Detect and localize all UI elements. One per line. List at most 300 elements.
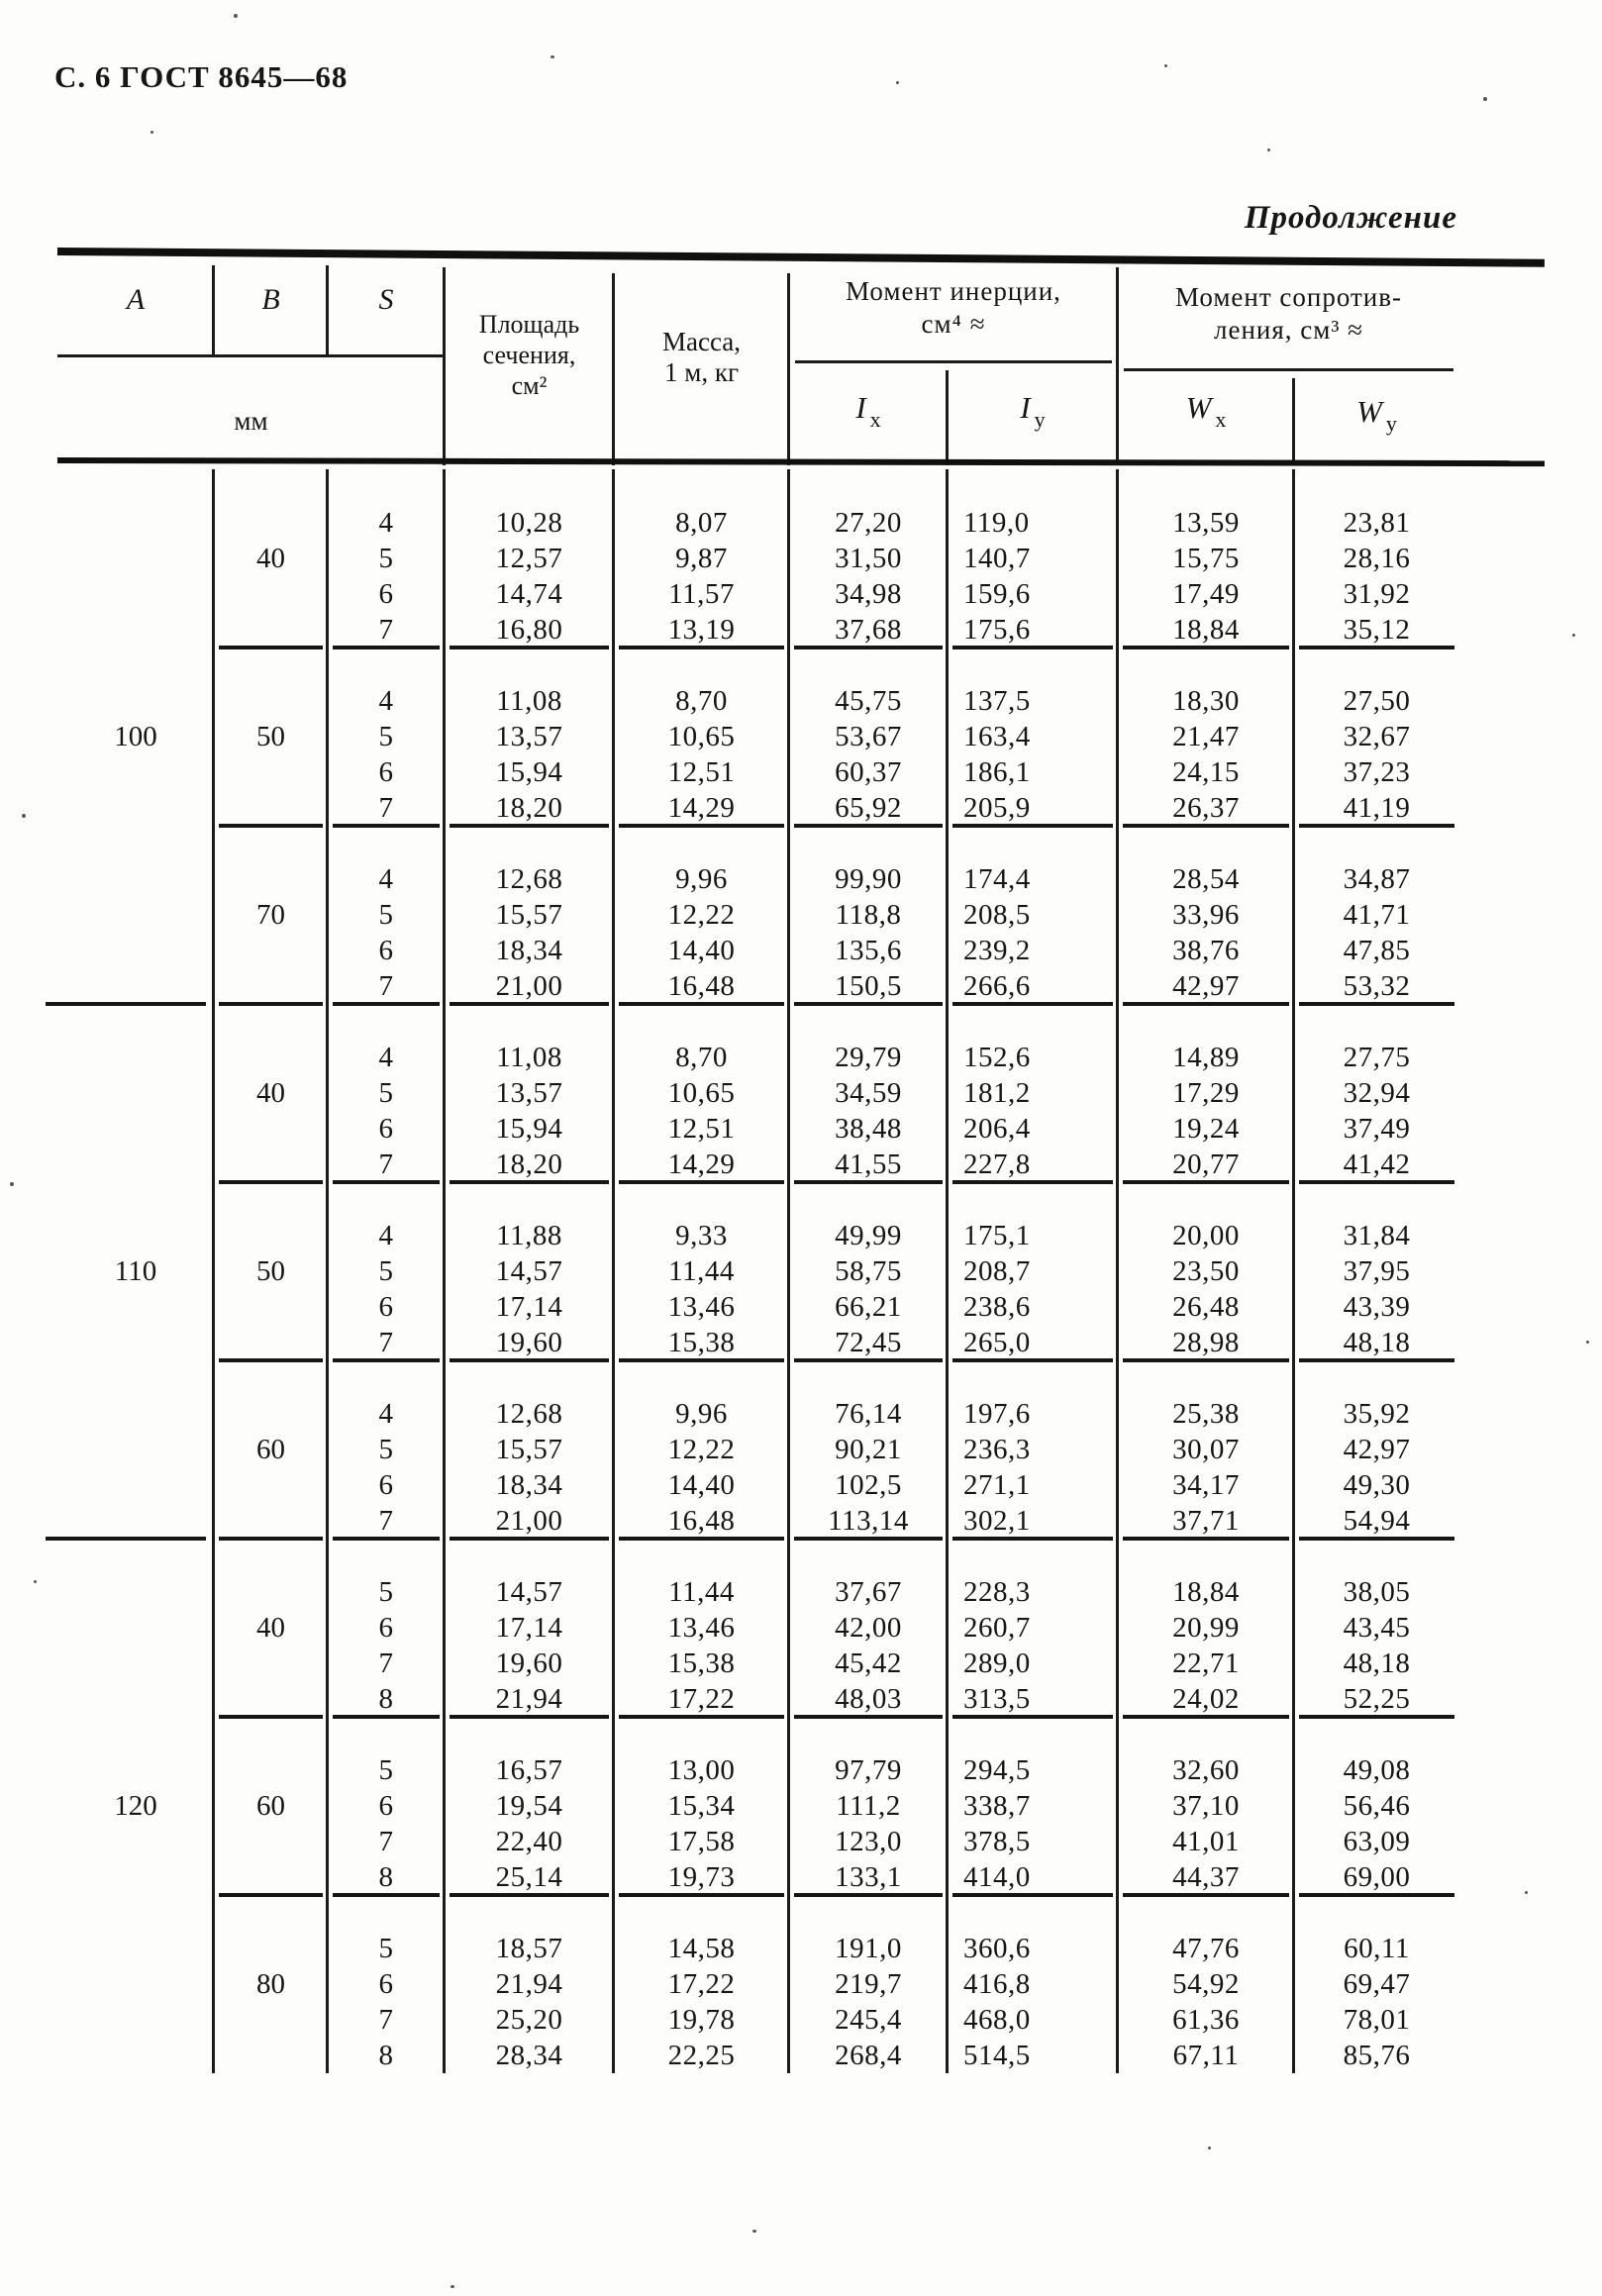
cell-ix: 133,1 xyxy=(835,1861,902,1893)
col-header-wy: W $_y$ xyxy=(1356,394,1397,436)
cell-area: 18,20 xyxy=(495,1148,563,1180)
cell-mass: 14,40 xyxy=(667,935,736,966)
cell-ix: 37,67 xyxy=(835,1576,902,1608)
page-title: С. 6 ГОСТ 8645—68 xyxy=(54,59,349,94)
cell-area: 11,88 xyxy=(496,1220,562,1251)
cell-s: 4 xyxy=(378,685,394,717)
cell-wx: 47,76 xyxy=(1172,1933,1240,1964)
cell-wx: 28,98 xyxy=(1172,1327,1240,1358)
cell-s: 7 xyxy=(378,792,394,824)
cell-s: 6 xyxy=(378,578,394,610)
cell-iy: 239,2 xyxy=(963,935,1031,966)
cell-s: 6 xyxy=(378,1291,394,1323)
cell-mass: 19,73 xyxy=(667,1861,736,1893)
cell-iy: 119,0 xyxy=(963,507,1030,539)
cell-ix: 191,0 xyxy=(835,1933,902,1964)
cell-wx: 24,15 xyxy=(1172,756,1240,788)
cell-a-spacer xyxy=(57,1966,214,2002)
cell-mass: 13,19 xyxy=(667,614,736,646)
cell-ix: 60,37 xyxy=(835,756,902,788)
cell-s: 5 xyxy=(378,721,394,752)
cell-s: 5 xyxy=(378,543,394,574)
cell-wx: 30,07 xyxy=(1172,1434,1240,1465)
cell-wy: 63,09 xyxy=(1343,1826,1411,1857)
a-group-label: 100 xyxy=(114,720,157,752)
cell-s: 5 xyxy=(378,1077,394,1109)
cell-area: 17,14 xyxy=(495,1612,563,1644)
cell-area: 19,60 xyxy=(495,1327,563,1358)
cell-area: 11,08 xyxy=(496,685,562,717)
cell-iy: 174,4 xyxy=(963,863,1031,895)
cell-a-spacer xyxy=(57,1681,214,1717)
cell-wy: 37,49 xyxy=(1343,1113,1411,1145)
cell-iy: 163,4 xyxy=(963,721,1031,752)
cell-s: 4 xyxy=(378,1042,394,1073)
cell-mass: 11,57 xyxy=(668,578,735,610)
cell-a-spacer xyxy=(57,861,214,897)
cell-wy: 34,87 xyxy=(1343,863,1411,895)
cell-iy: 186,1 xyxy=(963,756,1031,788)
cell-area: 13,57 xyxy=(495,1077,563,1109)
cell-iy: 208,5 xyxy=(963,899,1031,931)
cell-wx: 24,02 xyxy=(1172,1683,1240,1715)
cell-mass: 14,29 xyxy=(667,1148,736,1180)
cell-wx: 67,11 xyxy=(1172,2040,1240,2071)
cell-iy: 227,8 xyxy=(963,1148,1031,1180)
cell-wy: 38,05 xyxy=(1343,1576,1411,1608)
cell-wy: 43,45 xyxy=(1343,1612,1411,1644)
col-header-b: B xyxy=(261,283,280,316)
cell-a-spacer xyxy=(57,1432,214,1467)
cell-wx: 25,38 xyxy=(1172,1398,1240,1430)
cell-mass: 14,58 xyxy=(667,1933,736,1964)
cell-wy: 41,42 xyxy=(1343,1148,1411,1180)
cell-iy: 302,1 xyxy=(963,1505,1031,1537)
cell-ix: 31,50 xyxy=(835,543,902,574)
col-header-mass: Масса, 1 м, кг xyxy=(661,327,742,387)
cell-a-spacer xyxy=(57,968,214,1004)
cell-iy: 313,5 xyxy=(963,1683,1031,1715)
cell-wy: 37,23 xyxy=(1343,756,1411,788)
b-size-label: 40 xyxy=(256,1076,285,1109)
cell-a-spacer xyxy=(57,1111,214,1147)
cell-wy: 41,19 xyxy=(1343,792,1411,824)
cell-wx: 13,59 xyxy=(1172,507,1240,539)
cell-wx: 19,24 xyxy=(1172,1113,1240,1145)
cell-s: 4 xyxy=(378,1398,394,1430)
group-header-resistance: Момент сопротив- ления, см³ ≈ xyxy=(1175,282,1402,345)
cell-wy: 48,18 xyxy=(1343,1327,1411,1358)
col-header-ix: I $_x$ xyxy=(855,390,881,432)
table-data-area xyxy=(57,469,1459,2073)
cell-ix: 111,2 xyxy=(836,1790,901,1822)
cell-ix: 72,45 xyxy=(835,1327,902,1358)
cell-s: 6 xyxy=(378,1968,394,2000)
cell-iy: 416,8 xyxy=(963,1968,1031,2000)
cell-area: 25,20 xyxy=(495,2004,563,2036)
cell-a-spacer xyxy=(57,1040,214,1075)
cell-ix: 113,14 xyxy=(828,1505,909,1537)
cell-wx: 14,89 xyxy=(1172,1042,1240,1073)
cell-s: 6 xyxy=(378,756,394,788)
cell-mass: 8,70 xyxy=(675,685,728,717)
cell-wx: 18,30 xyxy=(1172,685,1240,717)
cell-s: 5 xyxy=(378,1754,394,1786)
cell-area: 15,57 xyxy=(495,899,563,931)
cell-iy: 137,5 xyxy=(963,685,1031,717)
cell-iy: 140,7 xyxy=(963,543,1031,574)
cell-a-spacer xyxy=(57,576,214,612)
cell-ix: 99,90 xyxy=(835,863,902,895)
cell-a-spacer xyxy=(57,1610,214,1646)
cell-wy: 27,75 xyxy=(1343,1042,1411,1073)
cell-iy: 378,5 xyxy=(963,1826,1031,1857)
cell-mass: 13,00 xyxy=(667,1754,736,1786)
cell-wx: 20,77 xyxy=(1172,1148,1240,1180)
cell-mass: 9,96 xyxy=(675,863,728,895)
cell-wy: 37,95 xyxy=(1343,1255,1411,1287)
cell-area: 19,60 xyxy=(495,1647,563,1679)
rule-under-inertia xyxy=(795,360,1112,363)
cell-area: 15,57 xyxy=(495,1434,563,1465)
cell-ix: 38,48 xyxy=(835,1113,902,1145)
cell-area: 15,94 xyxy=(495,756,563,788)
rule-under-abs xyxy=(57,354,445,357)
cell-s: 7 xyxy=(378,2004,394,2036)
cell-a-spacer xyxy=(57,1147,214,1182)
cell-wx: 15,75 xyxy=(1172,543,1240,574)
cell-area: 18,20 xyxy=(495,792,563,824)
cell-a-spacer xyxy=(57,612,214,648)
cell-s: 5 xyxy=(378,1255,394,1287)
cell-mass: 16,48 xyxy=(667,1505,736,1537)
cell-area: 21,00 xyxy=(495,1505,563,1537)
cell-iy: 360,6 xyxy=(963,1933,1031,1964)
cell-wy: 32,94 xyxy=(1343,1077,1411,1109)
table-block xyxy=(57,648,1459,826)
cell-s: 6 xyxy=(378,1469,394,1501)
cell-iy: 514,5 xyxy=(963,2040,1031,2071)
cell-wy: 23,81 xyxy=(1343,507,1411,539)
cell-s: 6 xyxy=(378,1790,394,1822)
cell-a-spacer xyxy=(57,2038,214,2073)
cell-s: 4 xyxy=(378,1220,394,1251)
cell-area: 12,68 xyxy=(495,1398,563,1430)
cell-wy: 43,39 xyxy=(1343,1291,1411,1323)
cell-wx: 32,60 xyxy=(1172,1754,1240,1786)
table-block xyxy=(57,826,1459,1004)
b-size-label: 40 xyxy=(256,542,285,574)
cell-ix: 102,5 xyxy=(835,1469,902,1501)
cell-wx: 17,29 xyxy=(1172,1077,1240,1109)
cell-area: 15,94 xyxy=(495,1113,563,1145)
col-header-iy: I $_y$ xyxy=(1020,390,1046,432)
cell-area: 16,80 xyxy=(495,614,563,646)
cell-area: 12,57 xyxy=(495,543,563,574)
table-block xyxy=(57,1182,1459,1360)
cell-s: 7 xyxy=(378,970,394,1002)
cell-area: 25,14 xyxy=(495,1861,563,1893)
cell-iy: 271,1 xyxy=(963,1469,1031,1501)
cell-mass: 9,96 xyxy=(675,1398,728,1430)
cell-area: 18,57 xyxy=(495,1933,563,1964)
cell-wx: 41,01 xyxy=(1172,1826,1240,1857)
col-header-a: A xyxy=(126,283,146,316)
cell-wy: 60,11 xyxy=(1344,1933,1410,1964)
cell-mass: 10,65 xyxy=(667,721,736,752)
cell-wx: 28,54 xyxy=(1172,863,1240,895)
cell-ix: 49,99 xyxy=(835,1220,902,1251)
cell-a-spacer xyxy=(57,1503,214,1539)
cell-mass: 15,38 xyxy=(667,1327,736,1358)
cell-area: 18,34 xyxy=(495,935,563,966)
cell-wy: 85,76 xyxy=(1343,2040,1411,2071)
cell-wy: 28,16 xyxy=(1343,543,1411,574)
table-block xyxy=(57,1004,1459,1182)
cell-a-spacer xyxy=(57,1075,214,1111)
cell-wx: 26,48 xyxy=(1172,1291,1240,1323)
cell-a-spacer xyxy=(57,1574,214,1610)
cell-iy: 236,3 xyxy=(963,1434,1031,1465)
cell-mass: 8,70 xyxy=(675,1042,728,1073)
cell-mass: 17,22 xyxy=(667,1683,736,1715)
cell-wy: 54,94 xyxy=(1343,1505,1411,1537)
cell-mass: 15,34 xyxy=(667,1790,736,1822)
cell-mass: 9,33 xyxy=(675,1220,728,1251)
cell-area: 18,34 xyxy=(495,1469,563,1501)
a-group-label: 110 xyxy=(114,1254,157,1287)
cell-area: 22,40 xyxy=(495,1826,563,1857)
cell-s: 5 xyxy=(378,1933,394,1964)
cell-wx: 37,71 xyxy=(1172,1505,1240,1537)
cell-area: 10,28 xyxy=(495,507,563,539)
cell-wy: 69,47 xyxy=(1343,1968,1411,2000)
cell-ix: 76,14 xyxy=(835,1398,902,1430)
cell-mass: 13,46 xyxy=(667,1291,736,1323)
cell-wx: 54,92 xyxy=(1172,1968,1240,2000)
cell-a-spacer xyxy=(57,897,214,933)
cell-wx: 17,49 xyxy=(1172,578,1240,610)
cell-iy: 208,7 xyxy=(963,1255,1031,1287)
cell-s: 7 xyxy=(378,1148,394,1180)
cell-s: 4 xyxy=(378,863,394,895)
cell-mass: 8,07 xyxy=(675,507,728,539)
cell-s: 6 xyxy=(378,935,394,966)
cell-mass: 14,29 xyxy=(667,792,736,824)
cell-iy: 294,5 xyxy=(963,1754,1031,1786)
cell-a-spacer xyxy=(57,505,214,541)
table-header-rule xyxy=(57,457,1545,466)
cell-a-spacer xyxy=(57,1396,214,1432)
cell-ix: 123,0 xyxy=(835,1826,902,1857)
rule-under-resistance xyxy=(1124,368,1453,371)
cell-wx: 20,99 xyxy=(1172,1612,1240,1644)
cell-s: 7 xyxy=(378,1327,394,1358)
cell-wx: 21,47 xyxy=(1172,721,1240,752)
cell-iy: 181,2 xyxy=(963,1077,1031,1109)
cell-mass: 10,65 xyxy=(667,1077,736,1109)
cell-a-spacer xyxy=(57,541,214,576)
cell-area: 12,68 xyxy=(495,863,563,895)
cell-wx: 37,10 xyxy=(1172,1790,1240,1822)
table-block xyxy=(57,1717,1459,1895)
cell-iy: 206,4 xyxy=(963,1113,1031,1145)
cell-wx: 44,37 xyxy=(1172,1861,1240,1893)
cell-wx: 20,00 xyxy=(1172,1220,1240,1251)
table-header xyxy=(57,255,1459,457)
cell-area: 21,94 xyxy=(495,1683,563,1715)
cell-ix: 34,98 xyxy=(835,578,902,610)
cell-s: 8 xyxy=(378,1683,394,1715)
cell-s: 6 xyxy=(378,1113,394,1145)
cell-mass: 9,87 xyxy=(675,543,728,574)
cell-mass: 17,58 xyxy=(667,1826,736,1857)
cell-area: 14,57 xyxy=(495,1576,563,1608)
cell-a-spacer xyxy=(57,1467,214,1503)
cell-s: 8 xyxy=(378,2040,394,2071)
cell-ix: 150,5 xyxy=(835,970,902,1002)
table-block xyxy=(57,1539,1459,1717)
cell-ix: 58,75 xyxy=(835,1255,902,1287)
cell-mass: 11,44 xyxy=(668,1576,735,1608)
cell-wy: 41,71 xyxy=(1343,899,1411,931)
cell-wy: 52,25 xyxy=(1343,1683,1411,1715)
cell-mass: 12,51 xyxy=(667,1113,736,1145)
cell-ix: 90,21 xyxy=(835,1434,902,1465)
cell-ix: 118,8 xyxy=(835,899,902,931)
cell-ix: 65,92 xyxy=(835,792,902,824)
cell-ix: 41,55 xyxy=(835,1148,902,1180)
cell-area: 19,54 xyxy=(495,1790,563,1822)
b-size-label: 60 xyxy=(256,1789,285,1822)
cell-area: 13,57 xyxy=(495,721,563,752)
cell-ix: 245,4 xyxy=(835,2004,902,2036)
cell-iy: 205,9 xyxy=(963,792,1031,824)
b-size-label: 50 xyxy=(256,720,285,752)
cell-ix: 268,4 xyxy=(835,2040,902,2071)
cell-wy: 49,08 xyxy=(1343,1754,1411,1786)
cell-area: 16,57 xyxy=(495,1754,563,1786)
cell-s: 8 xyxy=(378,1861,394,1893)
col-header-s: S xyxy=(378,283,394,316)
table-block xyxy=(57,1360,1459,1539)
b-size-label: 50 xyxy=(256,1254,285,1287)
cell-ix: 37,68 xyxy=(835,614,902,646)
group-header-inertia: Момент инерции, см⁴ ≈ xyxy=(846,276,1061,339)
cell-s: 5 xyxy=(378,1434,394,1465)
cell-ix: 45,75 xyxy=(835,685,902,717)
cell-wy: 35,12 xyxy=(1343,614,1411,646)
table-block xyxy=(57,1895,1459,2073)
cell-area: 14,57 xyxy=(495,1255,563,1287)
cell-ix: 29,79 xyxy=(835,1042,902,1073)
cell-ix: 135,6 xyxy=(835,935,902,966)
cell-s: 7 xyxy=(378,1505,394,1537)
cell-wx: 18,84 xyxy=(1172,1576,1240,1608)
table-block xyxy=(57,469,1459,648)
cell-iy: 338,7 xyxy=(963,1790,1031,1822)
cell-s: 4 xyxy=(378,507,394,539)
cell-s: 7 xyxy=(378,1647,394,1679)
a-group-label: 120 xyxy=(114,1789,157,1822)
cell-ix: 97,79 xyxy=(835,1754,902,1786)
cell-iy: 260,7 xyxy=(963,1612,1031,1644)
cell-wy: 42,97 xyxy=(1343,1434,1411,1465)
cell-mass: 14,40 xyxy=(667,1469,736,1501)
cell-area: 21,00 xyxy=(495,970,563,1002)
cell-wx: 22,71 xyxy=(1172,1647,1240,1679)
cell-wy: 56,46 xyxy=(1343,1790,1411,1822)
cell-a-spacer xyxy=(57,1931,214,1966)
cell-iy: 159,6 xyxy=(963,578,1031,610)
cell-area: 28,34 xyxy=(495,2040,563,2071)
b-size-label: 70 xyxy=(256,898,285,931)
cell-mass: 12,22 xyxy=(667,1434,736,1465)
cell-wx: 23,50 xyxy=(1172,1255,1240,1287)
cell-area: 11,08 xyxy=(496,1042,562,1073)
cell-wx: 34,17 xyxy=(1172,1469,1240,1501)
cell-wy: 69,00 xyxy=(1343,1861,1411,1893)
col-header-area: Площадь сечения, см² xyxy=(478,310,580,400)
cell-iy: 265,0 xyxy=(963,1327,1031,1358)
col-header-wx: W $_x$ xyxy=(1185,390,1227,432)
cell-iy: 152,6 xyxy=(963,1042,1031,1073)
cell-mass: 22,25 xyxy=(667,2040,736,2071)
cell-iy: 238,6 xyxy=(963,1291,1031,1323)
cell-iy: 468,0 xyxy=(963,2004,1031,2036)
cell-wy: 32,67 xyxy=(1343,721,1411,752)
cell-mass: 19,78 xyxy=(667,2004,736,2036)
cell-s: 5 xyxy=(378,1576,394,1608)
cell-mass: 16,48 xyxy=(667,970,736,1002)
cell-wx: 38,76 xyxy=(1172,935,1240,966)
cell-wx: 42,97 xyxy=(1172,970,1240,1002)
cell-mass: 13,46 xyxy=(667,1612,736,1644)
cell-wx: 61,36 xyxy=(1172,2004,1240,2036)
cell-iy: 228,3 xyxy=(963,1576,1031,1608)
cell-iy: 175,6 xyxy=(963,614,1031,646)
cell-mass: 11,44 xyxy=(668,1255,735,1287)
cell-area: 17,14 xyxy=(495,1291,563,1323)
cell-a-spacer xyxy=(57,933,214,968)
cell-wx: 33,96 xyxy=(1172,899,1240,931)
cell-area: 14,74 xyxy=(495,578,563,610)
cell-ix: 34,59 xyxy=(835,1077,902,1109)
cell-ix: 53,67 xyxy=(835,721,902,752)
cell-wx: 26,37 xyxy=(1172,792,1240,824)
cell-wy: 48,18 xyxy=(1343,1647,1411,1679)
cell-s: 5 xyxy=(378,899,394,931)
b-size-label: 80 xyxy=(256,1967,285,2000)
cell-mass: 15,38 xyxy=(667,1647,736,1679)
cell-mass: 12,51 xyxy=(667,756,736,788)
col-header-mm: мм xyxy=(234,406,268,436)
continuation-label: Продолжение xyxy=(1244,200,1457,236)
cell-wy: 31,92 xyxy=(1343,578,1411,610)
cell-iy: 414,0 xyxy=(963,1861,1031,1893)
cell-wy: 78,01 xyxy=(1343,2004,1411,2036)
cell-wy: 49,30 xyxy=(1343,1469,1411,1501)
cell-wy: 53,32 xyxy=(1343,970,1411,1002)
cell-wx: 18,84 xyxy=(1172,614,1240,646)
cell-s: 7 xyxy=(378,1826,394,1857)
cell-mass: 17,22 xyxy=(667,1968,736,2000)
cell-a-spacer xyxy=(57,2002,214,2038)
cell-s: 7 xyxy=(378,614,394,646)
cell-iy: 266,6 xyxy=(963,970,1031,1002)
cell-ix: 219,7 xyxy=(835,1968,902,2000)
b-size-label: 40 xyxy=(256,1611,285,1644)
